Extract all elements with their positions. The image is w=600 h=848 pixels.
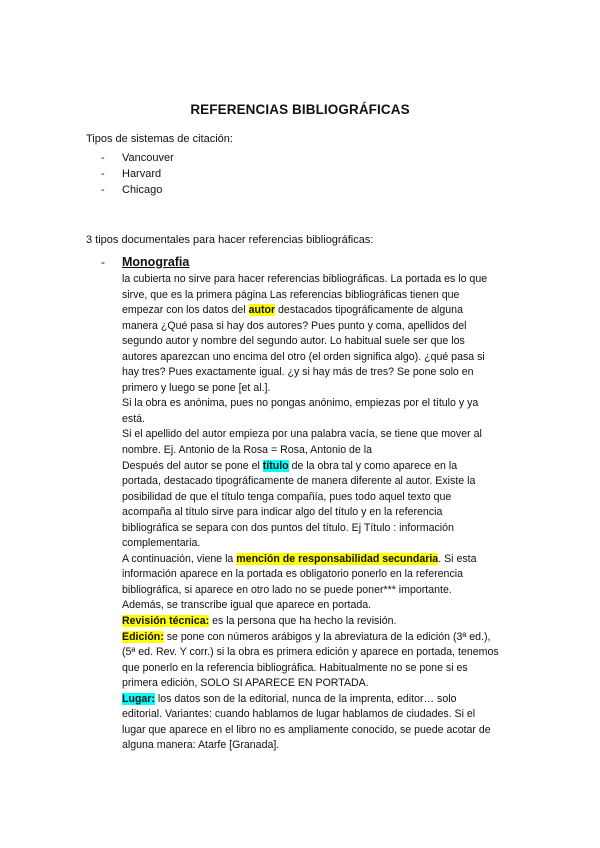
system-vancouver: Vancouver <box>122 152 174 164</box>
highlighted-term: mención de responsabilidad secundaria <box>236 552 439 565</box>
body-text: que ponerlo en la referencia bibliográfica. Habitualmente no se pone si es <box>122 661 468 674</box>
body-line <box>122 630 517 646</box>
body-line <box>122 692 517 708</box>
body-line <box>122 567 517 583</box>
body-text: autores aparezcan uno encima del otro (el orden significa algo). ¿qué pasa si <box>122 350 485 363</box>
body-text: A continuación, viene la <box>122 552 237 565</box>
body-line <box>122 365 517 381</box>
body-text: manera ¿Qué pasa si hay dos autores? Pues punto y coma, apellidos del <box>122 319 467 332</box>
system-chicago: Chicago <box>122 184 163 196</box>
body-text: . Si esta <box>438 552 477 565</box>
body-text: bibliográfica, si aparece en otro lado no se puede poner*** importante. <box>122 583 452 596</box>
bullet-dash: - <box>101 184 105 196</box>
system-harvard: Harvard <box>122 168 162 180</box>
body-line <box>122 583 517 599</box>
section-heading-label: Monografia <box>122 255 190 269</box>
body-line <box>122 474 517 490</box>
body-text: complementaria. <box>122 537 201 550</box>
body-text: destacados tipográficamente de alguna <box>275 304 463 317</box>
highlighted-term: autor <box>248 304 276 317</box>
body-text: información aparece en la portada es obligatorio ponerlo en la referencia <box>122 568 463 581</box>
body-line <box>122 288 517 304</box>
monografia-body <box>122 272 517 754</box>
body-line <box>122 459 517 475</box>
body-line <box>122 427 517 443</box>
body-text: empezar con los datos del <box>122 304 249 317</box>
body-text: es la persona que ha hecho la revisión. <box>209 615 397 628</box>
body-line <box>122 303 517 319</box>
body-line <box>122 396 517 412</box>
body-text: lugar que aparece en el libro no es ampliamente conocido, se puede acotar de <box>122 723 491 736</box>
body-line <box>122 552 517 568</box>
body-line <box>122 334 517 350</box>
page-title: REFERENCIAS BIBLIOGRÁFICAS <box>190 102 410 117</box>
highlighted-term: Revisión técnica: <box>122 615 210 628</box>
body-text: los datos son de la editorial, nunca de la imprenta, editor… solo <box>154 692 457 705</box>
body-line <box>122 272 517 288</box>
body-text: sirve, que es la primera página Las referencias bibliográficas tienen que <box>122 288 460 301</box>
bullet-dash: - <box>101 152 105 164</box>
body-line <box>122 614 517 630</box>
body-text: bibliográfica se separa con dos puntos del título. Ej Título : información <box>122 521 454 534</box>
body-text: hay tres? Pues exactamente igual. ¿y si hay más de tres? Se pone solo en <box>122 366 474 379</box>
body-text: portada, destacado tipográficamente de manera diferente al autor. Existe la <box>122 475 476 488</box>
highlighted-term: Edición: <box>122 630 164 643</box>
body-line <box>122 707 517 723</box>
body-line <box>122 350 517 366</box>
body-line <box>122 723 517 739</box>
body-line <box>122 490 517 506</box>
body-line <box>122 738 517 754</box>
body-text: alguna manera: Atarfe [Granada]. <box>122 739 280 752</box>
body-text: de la obra tal y como aparece en la <box>288 459 458 472</box>
body-text: se pone con números arábigos y la abreviatura de la edición (3ª ed.), <box>163 630 491 643</box>
highlighted-term: título <box>262 459 289 472</box>
body-text: (5ª ed. Rev. Y corr.) si la obra es primera edición y aparece en portada, tenemos <box>122 646 499 659</box>
body-text: Si la obra es anónima, pues no pongas anónimo, empiezas por el título y ya <box>122 397 479 410</box>
body-text: nombre. Ej. Antonio de la Rosa = Rosa, Antonio de la <box>122 444 372 457</box>
body-line <box>122 536 517 552</box>
body-line <box>122 319 517 335</box>
body-line <box>122 598 517 614</box>
body-text: Si el apellido del autor empieza por una palabra vacía, se tiene que mover al <box>122 428 482 441</box>
body-line <box>122 381 517 397</box>
bullet-dash: - <box>101 255 105 269</box>
body-line <box>122 521 517 537</box>
citation-systems-intro: Tipos de sistemas de citación: <box>86 133 233 145</box>
body-text: Después del autor se pone el <box>122 459 263 472</box>
body-text: posibilidad de que el título tenga compañía, pues todo aquel texto que <box>122 490 452 503</box>
body-text: editorial. Variantes: cuando hablamos de lugar hablamos de ciudades. Si el <box>122 708 476 721</box>
body-text: acompaña al título sirve para indicar algo del título y en la referencia <box>122 506 443 519</box>
bullet-dash: - <box>101 168 105 180</box>
body-text: primera edición, SOLO SI APARECE EN PORTADA. <box>122 677 369 690</box>
body-line <box>122 645 517 661</box>
body-text: Además, se transcribe igual que aparece en portada. <box>122 599 372 612</box>
body-text: segundo autor y nombre del segundo autor. Lo habitual suele ser que los <box>122 335 465 348</box>
body-line <box>122 443 517 459</box>
body-line <box>122 661 517 677</box>
body-text: primero y luego se pone [et al.]. <box>122 381 271 394</box>
body-line <box>122 676 517 692</box>
document-types-intro: 3 tipos documentales para hacer referencias bibliográficas: <box>86 234 374 246</box>
body-text: la cubierta no sirve para hacer referencias bibliográficas. La portada es lo que <box>122 273 488 285</box>
highlighted-term: Lugar: <box>122 692 155 705</box>
body-line <box>122 412 517 428</box>
body-line <box>122 505 517 521</box>
body-text: está. <box>122 412 145 425</box>
